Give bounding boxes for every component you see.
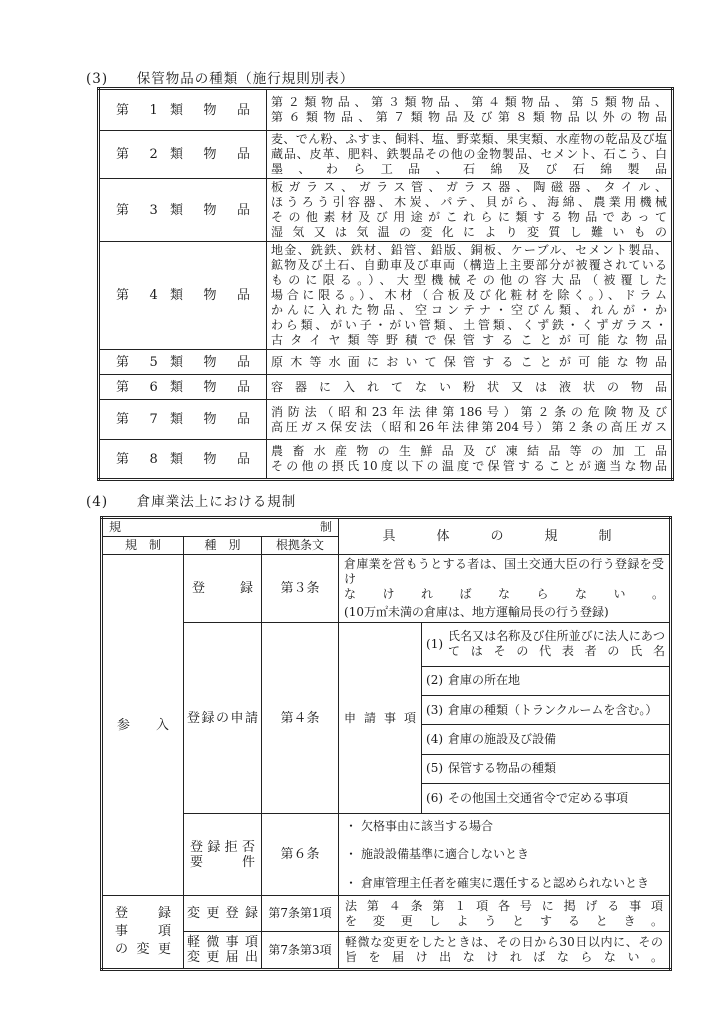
bullet-mark: ・ [345,818,358,833]
goods-class-description-line: わら類、がい子・がい管類、土管類、くず鉄・くずガラス・ [271,318,667,332]
goods-class-row [99,350,673,375]
goods-class-row [99,375,673,400]
application-item-text: 保管する物品の種類 [448,761,557,776]
header-top-right: 制 [320,520,333,534]
goods-class-name: 第 5 類 物 品 [99,350,267,375]
minor-change-line2: 旨を届け出なければならない。 [345,950,663,964]
change-label [102,896,184,970]
application-items-label: 申請事項 [339,623,422,814]
bullet-mark: ・ [345,847,358,861]
goods-class-row [99,89,673,131]
goods-class-description-line: 農畜水産物の生鮮品及び凍結品等の加工品 [271,444,667,458]
goods-class-description-line: 第２類物品、第３類物品、第４類物品、第５類物品、 [271,95,667,109]
goods-class-description [267,440,673,480]
goods-class-description-line: 原木等水面において保管することが可能な物品 [271,354,667,369]
goods-class-description-line: 蔵品、皮革、肥料、鉄製品その他の金物製品、セメント、石こう、白 [271,147,667,161]
minor-change-line1: 軽微な変更をしたときは、その日から30日以内に、その [345,935,663,949]
header-col-type: 種 別 [184,537,262,555]
application-item-text: 倉庫の所在地 [448,673,521,688]
goods-class-description-line: 鉱物及び土石、自動車及び車両（構造上主要部分が被覆されている [271,258,667,272]
section3-number: (3) [86,71,109,87]
change-label-line1: 登 録 [115,906,171,921]
regulation-table [100,516,672,971]
application-item-number: (4) [426,731,444,746]
application-items-cell [422,623,671,814]
entry-label: 参 入 [102,555,184,896]
minor-change-type-line2: 変更届出 [187,950,258,965]
application-article: 第４条 [262,623,339,814]
change-label-line2: 事 項 [115,924,171,939]
goods-class-description [267,375,673,400]
goods-class-description-line: 板ガラス、ガラス管、ガラス器、陶磁器、タイル、 [271,180,667,194]
goods-class-name: 第 8 類 物 品 [99,440,267,480]
goods-class-description-line: 湿気又は気温の変化により変質し難いもの [271,225,667,239]
application-item [422,725,669,754]
header-col-article: 根拠条文 [262,537,339,555]
goods-class-description-line: 高圧ガス保安法（昭和26年法律第204号）第２条の高圧ガス [271,419,667,434]
goods-class-row [99,131,673,179]
goods-class-description-line: 麦、でん粉、ふすま、飼料、塩、野菜類、果実類、水産物の乾品及び塩 [271,132,667,146]
goods-class-description [267,400,673,440]
goods-class-description-line: 消防法（昭和23年法律第186号）第２条の危険物及び [271,404,667,419]
goods-class-name: 第 1 類 物 品 [99,89,267,131]
refusal-detail [339,814,671,896]
bullet-mark: ・ [345,875,358,890]
header-top-left: 規 [109,520,122,534]
goods-class-name: 第 4 類 物 品 [99,242,267,350]
application-item-text: その他国土交通省令で定める事項 [448,790,629,805]
registration-note: (10万㎡未満の倉庫は、地方運輸局長の行う登録) [344,605,609,619]
registration-text-2: なければならない。 [344,587,664,601]
refusal-bullet-text: 施設設備基準に適合しないとき [361,847,530,861]
goods-class-description-line: 地金、銑鉄、鉄材、鉛管、鉛版、銅板、ケーブル、セメント製品、 [271,243,667,257]
change-registration-line2: を変更しようとするとき。 [345,913,663,928]
application-item-number: (2) [426,673,444,688]
goods-class-name: 第 7 類 物 品 [99,400,267,440]
application-item [422,667,669,696]
change-label-line3: の変更 [115,942,171,957]
application-item-text-line2: てはその代表者の氏名 [448,644,665,659]
change-registration-line1: 法第４条第１項各号に掲げる事項 [345,898,663,913]
application-item-number: (1) [426,636,444,651]
goods-class-description-line: ほうろう引容器、木炭、パテ、貝がら、海綿、農業用機械 [271,195,667,209]
goods-class-description-line: 古タイヤ類等野積で保管することが可能な物品 [271,333,667,347]
refusal-article: 第６条 [262,814,339,896]
refusal-bullet-item [345,819,663,834]
minor-change-detail [339,932,671,970]
goods-class-description [267,350,673,375]
application-item [422,696,669,725]
application-item-number: (5) [426,761,444,776]
application-item-text: 倉庫の施設及び設備 [448,731,557,746]
refusal-bullet-item [345,876,663,891]
refusal-type-line1: 登録拒否 [190,839,255,855]
header-col-regulation: 規 制 [102,537,184,555]
section4-number: (4) [86,494,109,510]
header-specific: 具 体 の 規 制 [339,518,671,555]
goods-class-name: 第 3 類 物 品 [99,179,267,242]
goods-class-description-line: その他の摂氏10度以下の温度で保管することが適当な物品 [271,459,667,473]
storage-goods-table [97,87,674,481]
goods-class-description-line: その他素材及び用途がこれらに類する物品であって [271,210,667,224]
application-item [422,784,669,813]
refusal-type-line2: 要 件 [190,854,255,870]
header-regulation-group [102,518,339,537]
minor-change-article: 第7条第3項 [262,932,339,970]
refusal-bullet-text: 欠格事由に該当する場合 [361,818,494,833]
refusal-type [184,814,262,896]
change-registration-article: 第7条第1項 [262,896,339,932]
goods-class-description-line: かんに入れた物品、空コンテナ・空びん類、れんが・か [271,303,667,317]
refusal-bullet-item [345,847,663,862]
change-registration-detail [339,896,671,932]
goods-class-row [99,179,673,242]
application-item [422,755,669,784]
goods-class-description-line: 第６類物品、第７類物品及び第８類物品以外の物品 [271,110,667,124]
goods-class-description [267,179,673,242]
goods-class-description-line: 容器に入れてない粉状又は液状の物品 [271,379,667,394]
goods-class-row [99,242,673,350]
registration-article: 第３条 [262,555,339,623]
application-items-list [422,623,669,813]
goods-class-description-line: 墨、わら工品、石綿及び石綿製品 [271,162,667,176]
application-item-number: (6) [426,790,444,805]
application-item-text: 倉庫の種類（トランクルームを含む。） [448,702,658,717]
refusal-bullet-list [345,819,663,891]
goods-class-description-line: ものに限る。）、大型機械その他の容大品（被覆した [271,273,667,287]
section3-title: 保管物品の種類（施行規則別表） [136,71,355,87]
minor-change-type-line1: 軽微事項 [187,935,258,950]
goods-class-row [99,440,673,480]
application-type: 登録の申請 [184,623,262,814]
registration-type: 登 録 [184,555,262,623]
change-registration-type: 変更登録 [184,896,262,932]
section4-heading [86,490,296,510]
goods-class-row [99,400,673,440]
minor-change-type [184,932,262,970]
registration-text-1: 倉庫業を営もうとする者は、国土交通大臣の行う登録を受け [344,557,664,586]
registration-detail [339,555,671,623]
goods-class-description [267,131,673,179]
section4-title: 倉庫業法上における規制 [136,494,297,510]
goods-class-name: 第 6 類 物 品 [99,375,267,400]
goods-class-name: 第 2 類 物 品 [99,131,267,179]
application-item [422,623,669,667]
goods-class-description [267,89,673,131]
section3-heading [86,67,354,87]
refusal-bullet-text: 倉庫管理主任者を確実に選任すると認められないとき [361,875,650,890]
goods-class-description [267,242,673,350]
goods-class-description-line: 場合に限る。）、木材（合板及び化粧材を除く。）、ドラム [271,288,667,302]
application-item-number: (3) [426,702,444,717]
application-item-text: 氏名又は名称及び住所並びに法人にあつ [448,629,665,644]
